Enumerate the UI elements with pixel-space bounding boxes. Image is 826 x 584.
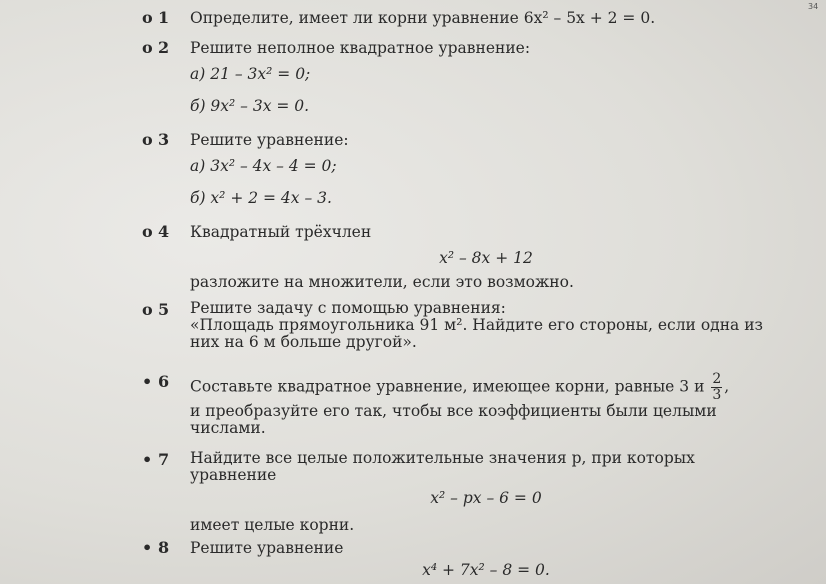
problem-marker: • xyxy=(142,450,153,469)
problem-text: Решите неполное квадратное уравнение: xyxy=(190,39,531,57)
problem-quote: «Площадь прямоугольника 91 м². Найдите его стороны, если одна из них на 6 м больше другой». xyxy=(190,316,763,351)
problem-text: Решите задачу с помощью уравнения: xyxy=(190,299,506,317)
problem-formula: x² – px – 6 = 0 xyxy=(430,489,542,507)
problem-number: • 8 xyxy=(142,538,170,557)
problem-4 xyxy=(142,222,782,292)
problem-text: Решите уравнение: xyxy=(190,131,349,149)
problem-number: o 2 xyxy=(142,38,170,57)
problem-5 xyxy=(142,300,782,351)
problem-formula: x⁴ + 7x² – 8 = 0. xyxy=(422,561,550,579)
page-number: 34 xyxy=(808,2,819,11)
problem-after-text: имеет целые корни. xyxy=(190,516,355,534)
problem-number: • 7 xyxy=(142,450,170,469)
fraction xyxy=(711,372,722,403)
problem-text: Составьте квадратное уравнение, имеющее корни, равные 3 и xyxy=(190,377,705,396)
problem-number: • 6 xyxy=(142,372,170,391)
problem-continuation: и преобразуйте его так, чтобы все коэффициенты были целыми числами. xyxy=(190,402,717,437)
subitem-b: б) x² + 2 = 4x – 3. xyxy=(190,189,332,207)
problem-marker: • xyxy=(142,372,153,391)
problem-marker: o xyxy=(142,222,154,241)
problem-marker: o xyxy=(142,8,154,27)
problem-text: Решите уравнение xyxy=(190,539,344,557)
problem-text: Найдите все целые положительные значения p, при которых уравнение xyxy=(190,449,695,484)
subitem-b: б) 9x² – 3x = 0. xyxy=(190,97,310,115)
subitem-a: а) 21 – 3x² = 0; xyxy=(190,65,311,83)
problem-8 xyxy=(142,538,782,580)
problem-after-text: разложите на множители, если это возможно. xyxy=(190,273,574,291)
problem-2 xyxy=(142,38,782,116)
problem-text: Квадратный трёхчлен xyxy=(190,223,372,241)
problem-number: o 5 xyxy=(142,300,170,319)
problem-number: o 1 xyxy=(142,8,170,27)
problem-marker: o xyxy=(142,130,154,149)
problem-1 xyxy=(142,8,782,28)
problem-marker: o xyxy=(142,38,154,57)
problem-number: o 3 xyxy=(142,130,170,149)
problem-6: • 6 Составьте квадратное уравнение, имеющее корни, равные 3 и $\frac{2}{3}$ , и преобразуйте его так, чтобы все коэффициенты были целыми числами. xyxy=(142,372,782,437)
subitem-a: а) 3x² – 4x – 4 = 0; xyxy=(190,157,337,175)
problem-number: o 4 xyxy=(142,222,170,241)
problem-3 xyxy=(142,130,782,208)
problem-7 xyxy=(142,450,782,534)
problem-marker: • xyxy=(142,538,153,557)
fraction-numerator: 2 xyxy=(712,371,722,387)
problem-formula: x² – 8x + 12 xyxy=(439,249,533,267)
problem-marker: o xyxy=(142,300,154,319)
problem-text: Определите, имеет ли корни уравнение 6x² – 5x + 2 = 0. xyxy=(190,9,656,27)
fraction-denominator: 3 xyxy=(712,387,722,403)
